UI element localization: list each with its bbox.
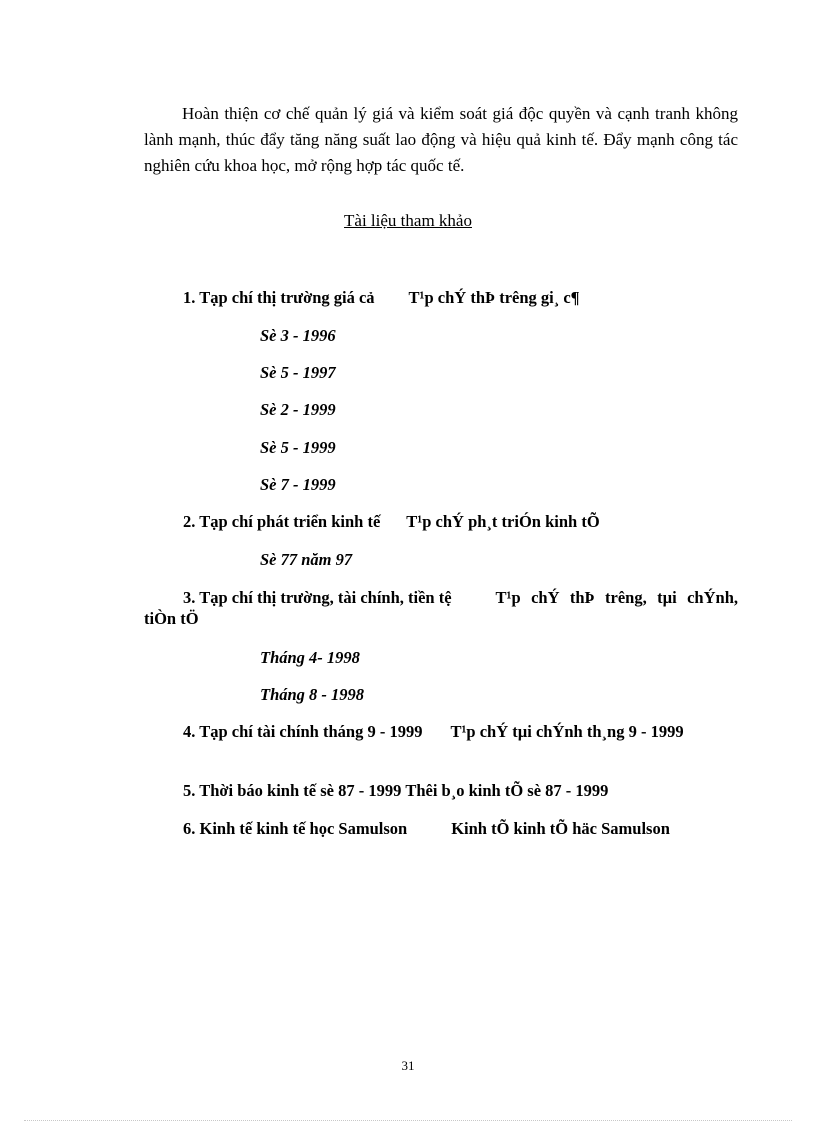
reference-2-issue: Sè 77 năm 97 [260, 550, 353, 569]
reference-3-issue: Tháng 4- 1998 [260, 648, 360, 667]
references-heading: Tài liệu tham khảo [344, 211, 472, 230]
reference-6: 6. Kinh tế kinh tế học Samulson Kinh tÕ kinh tÕ häc Samulson [183, 819, 670, 838]
reference-1-issue: Sè 3 - 1996 [260, 326, 336, 345]
reference-5: 5. Thời báo kinh tế sè 87 - 1999 Thêi b¸o kinh tÕ sè 87 - 1999 [183, 781, 609, 800]
body-paragraph: Hoàn thiện cơ chế quản lý giá và kiểm soát giá độc quyền và cạnh tranh không lành mạnh, thúc đẩy tăng năng suất lao động và hiệu quả kinh tế. Đẩy mạnh công tác nghiên cứu khoa học, mở rộng hợp tác quốc tế. [144, 104, 738, 175]
reference-4: 4. Tạp chí tài chính tháng 9 - 1999 T¹p chÝ tµi chÝnh th¸ng 9 - 1999 [183, 722, 684, 741]
reference-1: 1. Tạp chí thị trường giá cả T¹p chÝ thÞ trêng gi¸ c¶ [183, 288, 580, 307]
reference-1-issue: Sè 7 - 1999 [260, 475, 336, 494]
reference-1-issue: Sè 5 - 1997 [260, 363, 336, 382]
page-border-divider [24, 1120, 792, 1121]
reference-3-issue: Tháng 8 - 1998 [260, 685, 365, 704]
reference-1-issue: Sè 2 - 1999 [260, 400, 336, 419]
reference-3: 3. Tạp chí thị trường, tài chính, tiền tệ T¹p chÝ thÞ trêng, tµi chÝnh, tiÒn tÖ [144, 588, 738, 628]
reference-1-issue: Sè 5 - 1999 [260, 438, 336, 457]
page-number: 31 [401, 1058, 415, 1073]
reference-2: 2. Tạp chí phát triển kinh tế T¹p chÝ ph¸t triÓn kinh tÕ [183, 512, 600, 531]
